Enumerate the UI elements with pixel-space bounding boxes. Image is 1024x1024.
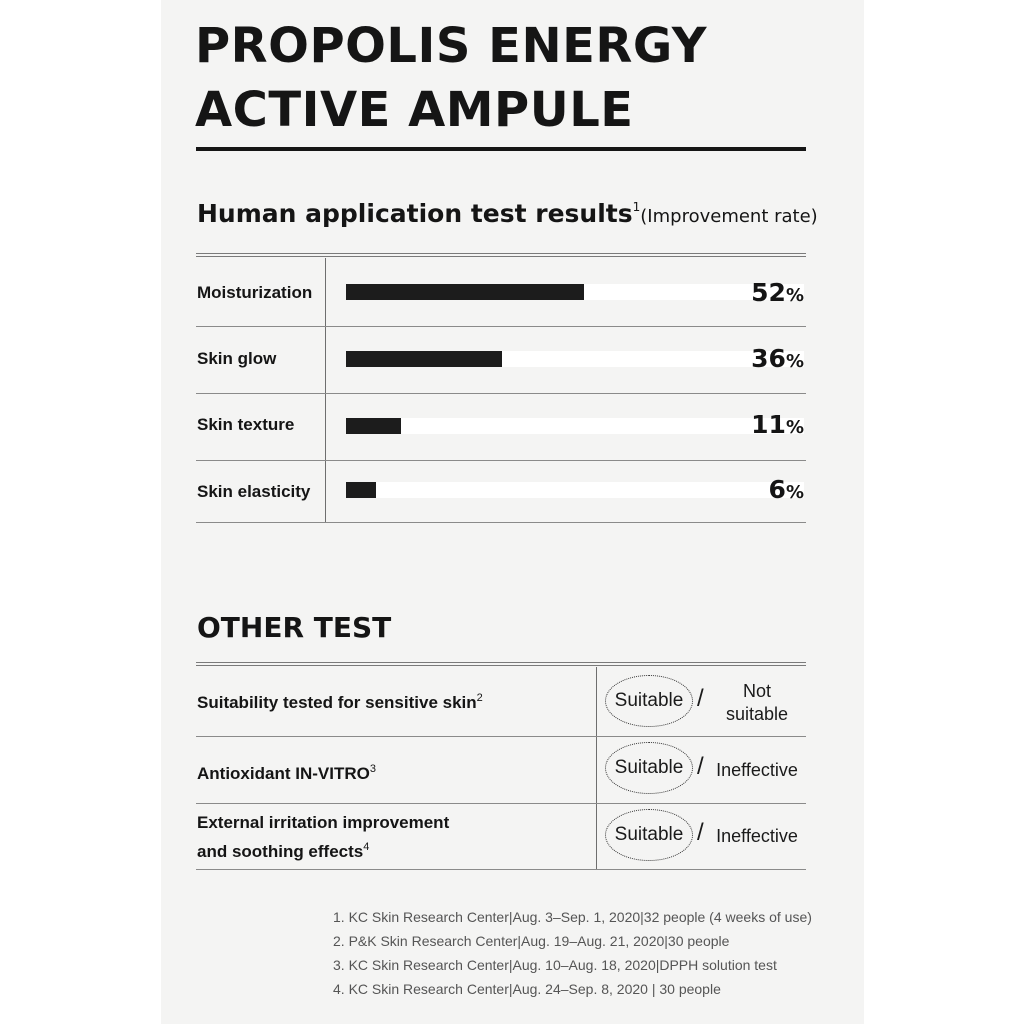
other-test-heading: OTHER TEST xyxy=(197,611,392,644)
selected-result-text: Suitable xyxy=(614,757,684,778)
other-test-label-text: External irritation improvement xyxy=(197,813,450,832)
metric-unit: % xyxy=(785,482,804,503)
selected-result-text: Suitable xyxy=(614,690,684,711)
footnote-item: 3. KC Skin Research Center|Aug. 10–Aug. 18, 2020|DPPH solution test xyxy=(333,957,777,973)
footnote-mark: 2 xyxy=(476,692,483,704)
alternative-result: Ineffective xyxy=(716,826,798,846)
footnotes-list xyxy=(333,905,812,1001)
other-row-divider xyxy=(196,736,806,737)
metric-value-skin-glow xyxy=(751,344,804,373)
other-test-label-text: and soothing effects xyxy=(197,842,364,861)
human-row-divider xyxy=(196,393,806,394)
footnote-item: 1. KC Skin Research Center|Aug. 3–Sep. 1, 2020|32 people (4 weeks of use) xyxy=(333,909,812,925)
selected-result-oval xyxy=(605,675,693,727)
other-row-divider xyxy=(196,803,806,804)
metric-label-skin-elasticity: Skin elasticity xyxy=(197,482,311,501)
metric-number: 6 xyxy=(768,475,786,504)
human-test-subheading: (Improvement rate) xyxy=(640,206,818,227)
human-row-divider xyxy=(196,460,806,461)
metric-number: 36 xyxy=(751,344,786,373)
other-test-label-sensitive-skin xyxy=(197,686,483,715)
title-line-2: ACTIVE AMPULE xyxy=(195,82,634,138)
metric-label-skin-glow: Skin glow xyxy=(197,349,277,368)
title-divider xyxy=(196,147,806,151)
metric-value-moisturization xyxy=(751,278,804,307)
human-table-top-rule xyxy=(196,253,806,257)
human-test-heading-text: Human application test results xyxy=(197,199,633,228)
other-test-label-text: Antioxidant IN-VITRO xyxy=(197,764,370,783)
metric-label-skin-texture: Skin texture xyxy=(197,415,295,434)
human-test-heading xyxy=(197,199,818,228)
human-row-divider xyxy=(196,326,806,327)
other-test-label-text: Suitability tested for sensitive skin xyxy=(197,693,477,712)
content-panel xyxy=(161,0,864,1024)
other-table-bottom-rule xyxy=(196,869,806,870)
metric-track-skin-elasticity xyxy=(346,482,804,498)
metric-label-moisturization: Moisturization xyxy=(197,283,313,302)
metric-unit: % xyxy=(785,417,804,438)
selected-result-text: Suitable xyxy=(614,824,684,845)
result-separator: / xyxy=(697,819,704,846)
metric-unit: % xyxy=(785,351,804,372)
other-test-label-irritation xyxy=(197,810,449,864)
other-test-label-antioxidant xyxy=(197,757,376,786)
human-table-column-divider xyxy=(325,258,326,523)
metric-value-skin-elasticity xyxy=(769,475,804,504)
footnote-item: 4. KC Skin Research Center|Aug. 24–Sep. 8, 2020 | 30 people xyxy=(333,981,721,997)
selected-result-oval xyxy=(605,809,693,861)
metric-bar-skin-elasticity xyxy=(346,482,376,498)
footnote-item: 2. P&K Skin Research Center|Aug. 19–Aug. 21, 2020|30 people xyxy=(333,933,730,949)
alternative-result: Ineffective xyxy=(716,760,798,780)
metric-bar-skin-glow xyxy=(346,351,502,367)
selected-result-oval xyxy=(605,742,693,794)
metric-track-moisturization xyxy=(346,284,804,300)
other-table-column-divider xyxy=(596,667,597,870)
result-separator: / xyxy=(697,753,704,780)
human-test-footnote-mark: 1 xyxy=(632,200,641,214)
metric-bar-skin-texture xyxy=(346,418,401,434)
title-line-1: PROPOLIS ENERGY xyxy=(195,18,707,74)
footnote-mark: 4 xyxy=(363,841,370,853)
alternative-result: Not suitable xyxy=(725,681,789,724)
metric-number: 52 xyxy=(751,278,786,307)
page-title xyxy=(195,14,835,142)
metric-track-skin-glow xyxy=(346,351,804,367)
metric-track-skin-texture xyxy=(346,418,804,434)
metric-bar-moisturization xyxy=(346,284,584,300)
other-table-top-rule xyxy=(196,662,806,666)
metric-unit: % xyxy=(785,285,804,306)
metric-number: 11 xyxy=(751,410,786,439)
metric-value-skin-texture xyxy=(751,410,804,439)
result-separator: / xyxy=(697,685,704,712)
human-table-bottom-rule xyxy=(196,522,806,523)
footnote-mark: 3 xyxy=(369,763,376,775)
